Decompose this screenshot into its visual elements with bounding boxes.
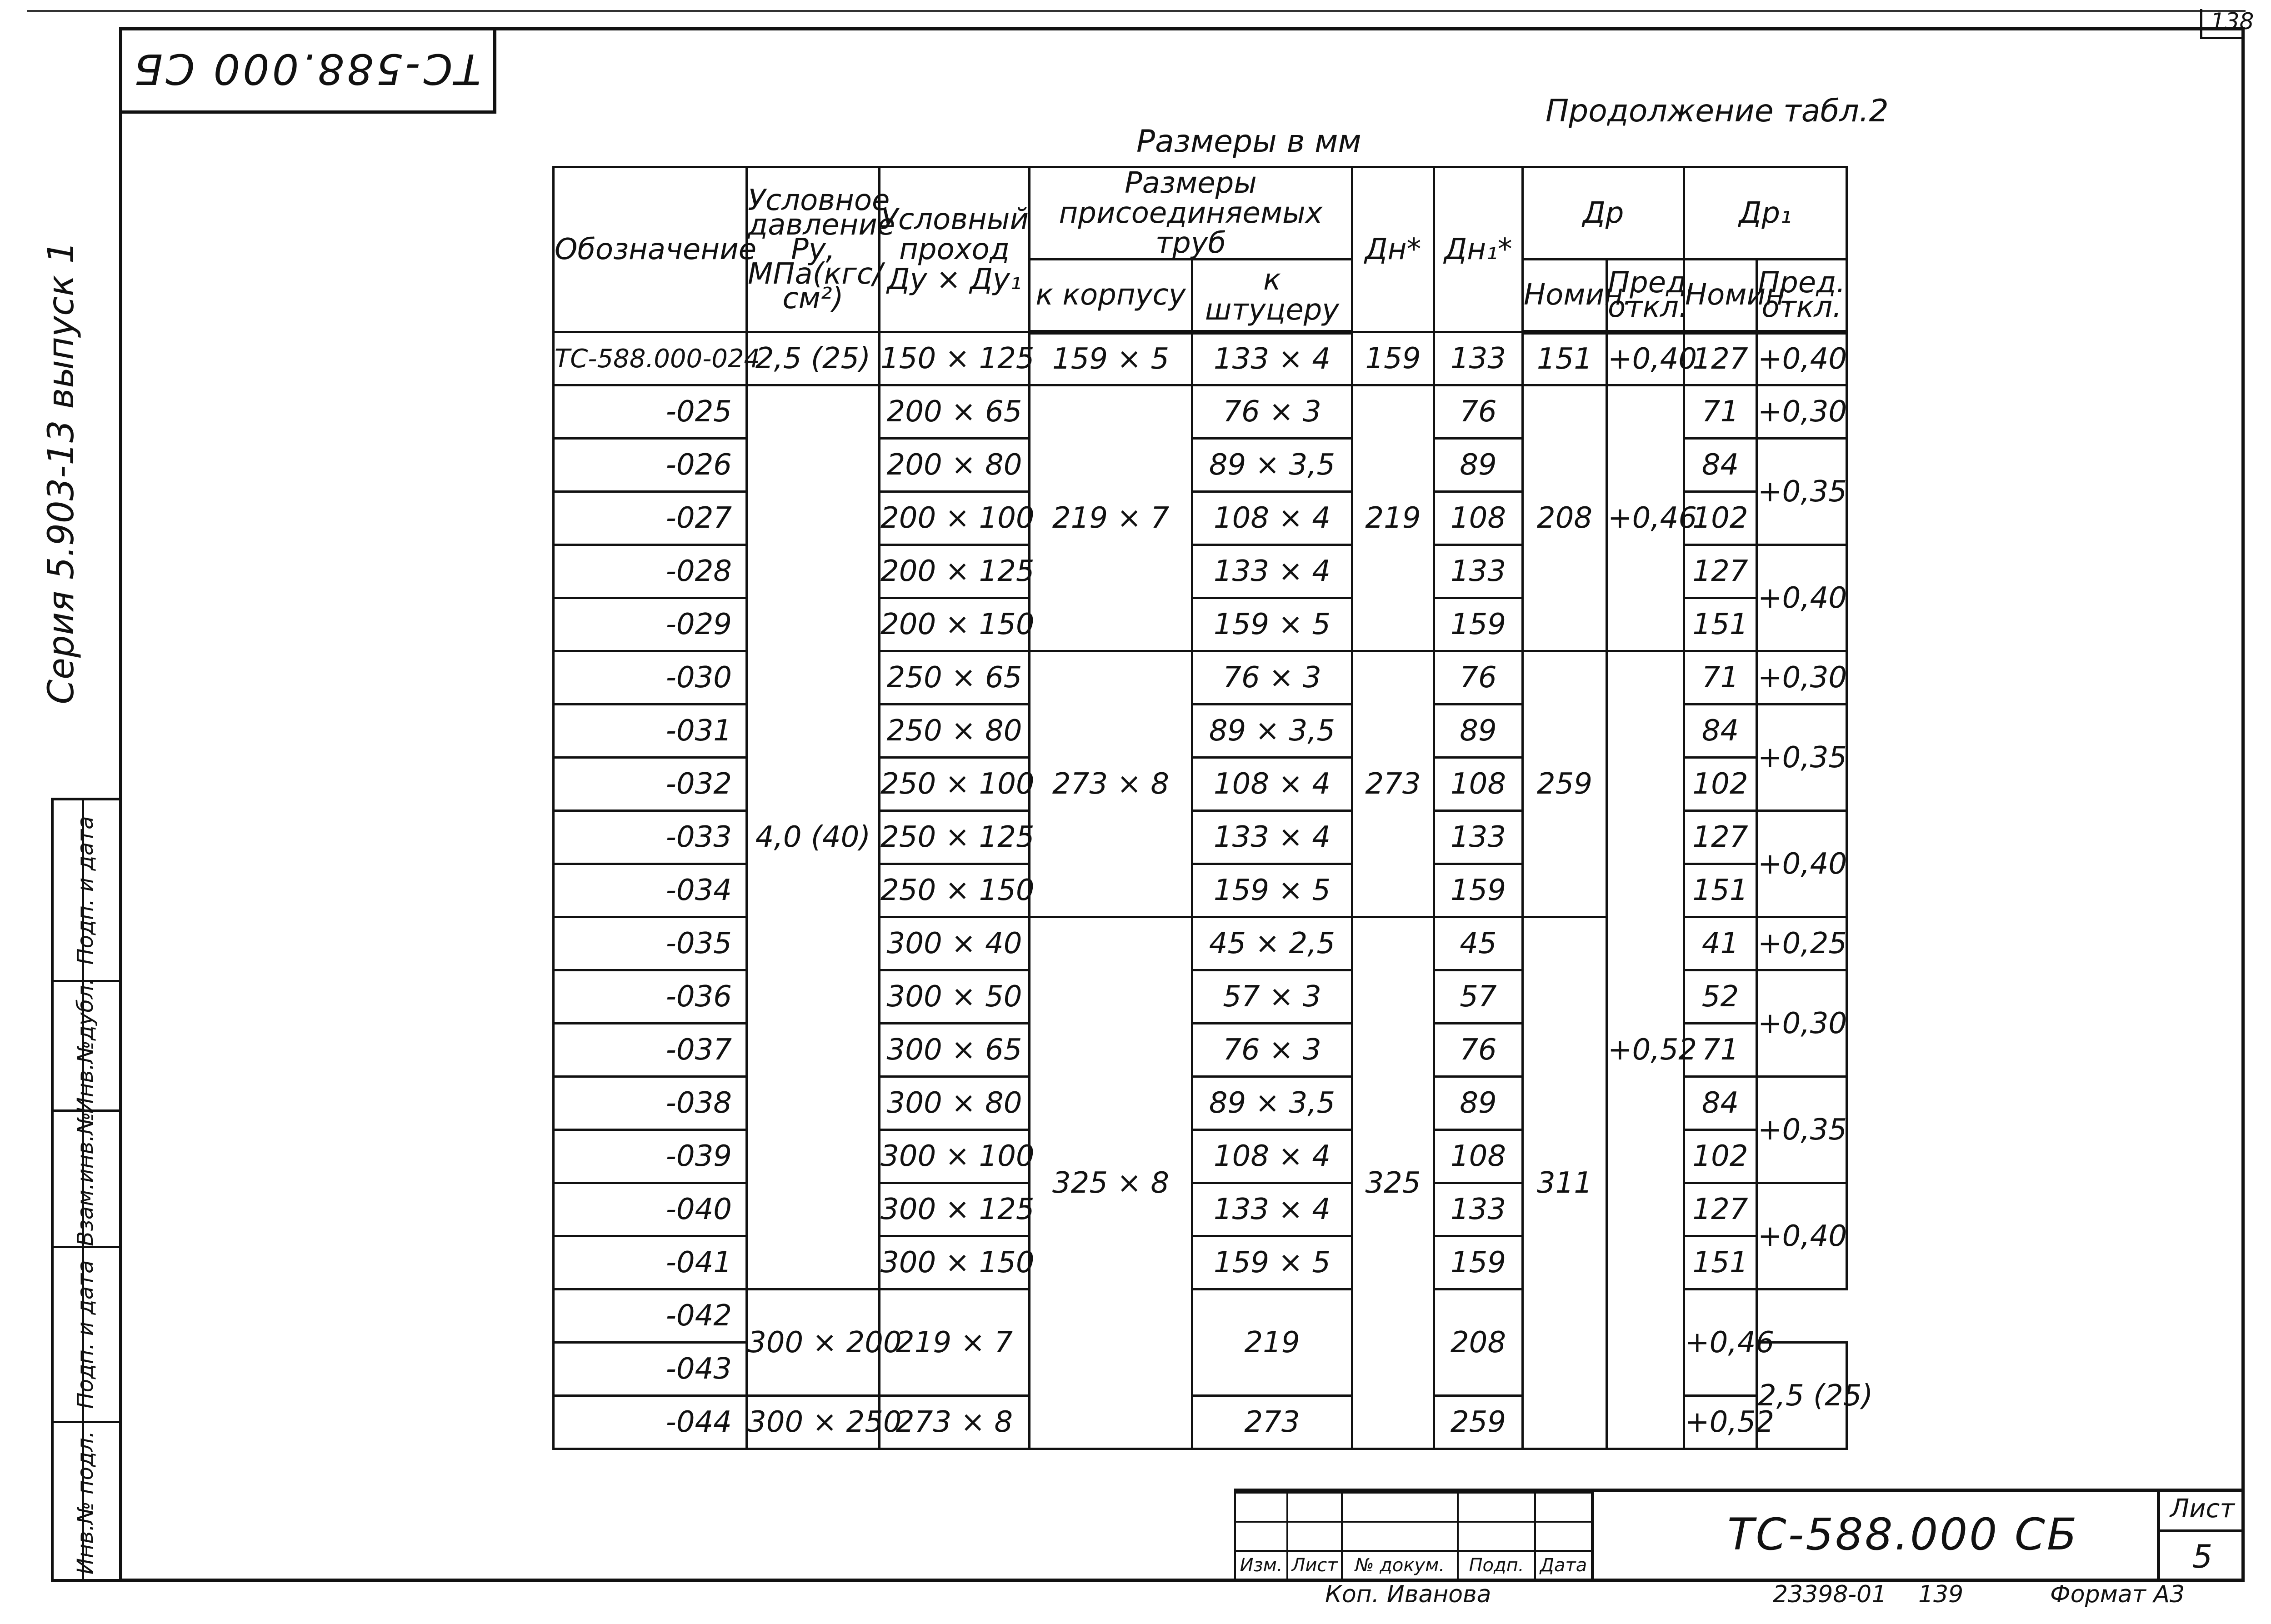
dp1-nominal-cell: 127 bbox=[1684, 545, 1757, 598]
designation-cell: -032 bbox=[554, 758, 747, 811]
dp1-tolerance-cell: +0,40 bbox=[1757, 811, 1847, 917]
to-fitting-cell: 133 × 4 bbox=[1192, 811, 1352, 864]
designation-cell: -026 bbox=[554, 439, 747, 492]
dp-nominal-cell: 151 bbox=[1523, 332, 1607, 385]
to-fitting-cell: 159 × 5 bbox=[1192, 598, 1352, 651]
designation-cell: -038 bbox=[554, 1077, 747, 1130]
passage-cell: 200 × 100 bbox=[880, 492, 1030, 545]
strip-cell bbox=[54, 1248, 119, 1423]
designation-cell: -037 bbox=[554, 1024, 747, 1077]
sheet-label: Лист bbox=[2160, 1489, 2245, 1532]
dp1-tolerance-cell: +0,46 bbox=[1684, 1289, 1757, 1396]
dn-cell: 273 bbox=[1352, 651, 1434, 917]
header-dp-nominal: Номин. bbox=[1523, 260, 1607, 332]
designation-cell: -027 bbox=[554, 492, 747, 545]
to-body-cell: 159 × 5 bbox=[1030, 332, 1192, 385]
passage-cell: 300 × 65 bbox=[880, 1024, 1030, 1077]
dn1-cell: 159 bbox=[1434, 864, 1523, 917]
sheet-box bbox=[2157, 1489, 2245, 1582]
dp1-tolerance-cell: +0,40 bbox=[1757, 332, 1847, 385]
designation-cell: -043 bbox=[554, 1343, 747, 1396]
dp1-tolerance-cell: +0,40 bbox=[1757, 1183, 1847, 1289]
to-fitting-cell: 159 × 5 bbox=[1192, 1236, 1352, 1289]
rev-label: Дата bbox=[1535, 1551, 1592, 1580]
dp1-nominal-cell: 151 bbox=[1684, 598, 1757, 651]
passage-cell: 250 × 100 bbox=[880, 758, 1030, 811]
dn1-cell: 76 bbox=[1434, 385, 1523, 439]
to-fitting-cell: 89 × 3,5 bbox=[1192, 705, 1352, 758]
corner-sheet-box bbox=[2200, 8, 2254, 39]
designation-cell: -029 bbox=[554, 598, 747, 651]
to-fitting-cell: 76 × 3 bbox=[1192, 651, 1352, 705]
header-to-fitting: к штуцеру bbox=[1192, 260, 1352, 332]
continuation-label: Продолжение табл.2 bbox=[1546, 93, 1889, 129]
dp-nominal-cell: 311 bbox=[1523, 917, 1607, 1449]
dp1-nominal-cell: 41 bbox=[1684, 917, 1757, 970]
strip-label: Инв.№ подл. bbox=[73, 1430, 98, 1574]
passage-cell: 300 × 100 bbox=[880, 1130, 1030, 1183]
dp1-tolerance-cell: +0,30 bbox=[1757, 651, 1847, 705]
passage-cell: 300 × 40 bbox=[880, 917, 1030, 970]
dn1-cell: 89 bbox=[1434, 439, 1523, 492]
dp1-tolerance-cell: +0,35 bbox=[1757, 1077, 1847, 1183]
dp1-nominal-cell: 259 bbox=[1434, 1396, 1523, 1449]
dp1-tolerance-cell: +0,30 bbox=[1757, 385, 1847, 439]
to-fitting-cell: 133 × 4 bbox=[1192, 332, 1352, 385]
dn1-cell: 89 bbox=[1434, 705, 1523, 758]
to-fitting-cell: 76 × 3 bbox=[1192, 1024, 1352, 1077]
passage-cell: 300 × 125 bbox=[880, 1183, 1030, 1236]
passage-cell: 300 × 200 bbox=[747, 1289, 880, 1396]
header-pressure: Условное давление Ру, МПа(кгс/см²) bbox=[747, 167, 880, 332]
dp1-nominal-cell: 84 bbox=[1684, 439, 1757, 492]
dp-tolerance-cell: +0,52 bbox=[1607, 651, 1684, 1449]
dp1-tolerance-cell: +0,35 bbox=[1757, 439, 1847, 545]
dn1-cell: 108 bbox=[1434, 1130, 1523, 1183]
archive-page: 139 bbox=[1918, 1581, 1964, 1608]
dn1-cell: 76 bbox=[1434, 1024, 1523, 1077]
header-passage: Условный проход Ду × Ду₁ bbox=[880, 167, 1030, 332]
header-to-body: к корпусу bbox=[1030, 260, 1192, 332]
to-body-cell: 219 × 7 bbox=[1030, 385, 1192, 651]
header-dp: Др bbox=[1523, 167, 1684, 260]
header-dp1-nominal: Номин. bbox=[1684, 260, 1757, 332]
to-fitting-cell: 108 × 4 bbox=[1192, 758, 1352, 811]
to-fitting-cell: 273 × 8 bbox=[880, 1396, 1030, 1449]
dp1-nominal-cell: 102 bbox=[1684, 492, 1757, 545]
strip-label: Инв.№дубл. bbox=[73, 978, 98, 1114]
to-fitting-cell: 219 × 7 bbox=[880, 1289, 1030, 1396]
dn1-cell: 108 bbox=[1434, 758, 1523, 811]
dp-tolerance-cell: +0,40 bbox=[1607, 332, 1684, 385]
rev-label: Подп. bbox=[1458, 1551, 1535, 1580]
header-dp-tolerance: Пред. откл. bbox=[1607, 260, 1684, 332]
passage-cell: 300 × 80 bbox=[880, 1077, 1030, 1130]
flipped-code: ТС-588.000 СБ bbox=[131, 45, 481, 93]
dp1-nominal-cell: 208 bbox=[1434, 1289, 1523, 1396]
dp1-nominal-cell: 127 bbox=[1684, 811, 1757, 864]
passage-cell: 200 × 150 bbox=[880, 598, 1030, 651]
table-row bbox=[554, 385, 1847, 439]
strip-label: Подп. и дата bbox=[73, 1260, 98, 1409]
strip-cell bbox=[54, 978, 119, 1114]
table-row bbox=[554, 332, 1847, 385]
dn1-cell: 219 bbox=[1192, 1289, 1352, 1396]
to-body-cell: 325 × 8 bbox=[1030, 917, 1192, 1449]
stamp-separator bbox=[1591, 1489, 1594, 1582]
strip-cell bbox=[54, 1423, 119, 1582]
dp1-tolerance-cell: +0,30 bbox=[1757, 970, 1847, 1077]
designation-cell: -039 bbox=[554, 1130, 747, 1183]
header-pipe-sizes: Размеры присоединяемых труб bbox=[1030, 167, 1352, 260]
passage-cell: 300 × 250 bbox=[747, 1396, 880, 1449]
top-border-line bbox=[27, 10, 2246, 12]
passage-cell: 200 × 80 bbox=[880, 439, 1030, 492]
to-fitting-cell: 89 × 3,5 bbox=[1192, 439, 1352, 492]
sheet-value: 5 bbox=[2192, 1538, 2213, 1575]
document-code: ТС-588.000 СБ bbox=[1727, 1509, 2079, 1560]
designation-cell: -034 bbox=[554, 864, 747, 917]
to-fitting-cell: 133 × 4 bbox=[1192, 1183, 1352, 1236]
designation-cell: ТС-588.000-024 bbox=[554, 332, 747, 385]
dp1-nominal-cell: 84 bbox=[1684, 1077, 1757, 1130]
designation-cell: -025 bbox=[554, 385, 747, 439]
dp1-nominal-cell: 102 bbox=[1684, 1130, 1757, 1183]
dp1-nominal-cell: 71 bbox=[1684, 1024, 1757, 1077]
dn1-cell: 45 bbox=[1434, 917, 1523, 970]
dp1-nominal-cell: 71 bbox=[1684, 385, 1757, 439]
dp1-nominal-cell: 127 bbox=[1684, 332, 1757, 385]
passage-cell: 200 × 125 bbox=[880, 545, 1030, 598]
designation-cell: -042 bbox=[554, 1289, 747, 1343]
strip-cell bbox=[54, 1112, 119, 1248]
designation-cell: -028 bbox=[554, 545, 747, 598]
flipped-code-box bbox=[119, 27, 496, 114]
to-fitting-cell: 108 × 4 bbox=[1192, 492, 1352, 545]
pressure-cell: 2,5 (25) bbox=[1757, 1343, 1847, 1449]
dp1-nominal-cell: 52 bbox=[1684, 970, 1757, 1024]
dn1-cell: 133 bbox=[1434, 332, 1523, 385]
dp1-tolerance-cell: +0,25 bbox=[1757, 917, 1847, 970]
dp1-tolerance-cell: +0,35 bbox=[1757, 705, 1847, 811]
units-note: Размеры в мм bbox=[1136, 124, 1361, 160]
passage-cell: 250 × 125 bbox=[880, 811, 1030, 864]
pressure-cell: 2,5 (25) bbox=[747, 332, 880, 385]
dn1-cell: 89 bbox=[1434, 1077, 1523, 1130]
passage-cell: 250 × 150 bbox=[880, 864, 1030, 917]
revision-grid bbox=[1234, 1492, 1593, 1581]
header-dn1: Дн₁* bbox=[1434, 167, 1523, 332]
dp1-tolerance-cell: +0,52 bbox=[1684, 1396, 1757, 1449]
dp1-nominal-cell: 127 bbox=[1684, 1183, 1757, 1236]
passage-cell: 200 × 65 bbox=[880, 385, 1030, 439]
dn1-cell: 133 bbox=[1434, 1183, 1523, 1236]
dn1-cell: 108 bbox=[1434, 492, 1523, 545]
dn1-cell: 133 bbox=[1434, 811, 1523, 864]
to-fitting-cell: 89 × 3,5 bbox=[1192, 1077, 1352, 1130]
header-dn: Дн* bbox=[1352, 167, 1434, 332]
to-fitting-cell: 108 × 4 bbox=[1192, 1130, 1352, 1183]
dp1-tolerance-cell: +0,40 bbox=[1757, 545, 1847, 651]
dimensions-table bbox=[552, 166, 1873, 1450]
designation-cell: -036 bbox=[554, 970, 747, 1024]
dn1-cell: 159 bbox=[1434, 1236, 1523, 1289]
dp1-nominal-cell: 102 bbox=[1684, 758, 1757, 811]
designation-cell: -041 bbox=[554, 1236, 747, 1289]
rev-label: Изм. bbox=[1235, 1551, 1287, 1580]
dn1-cell: 76 bbox=[1434, 651, 1523, 705]
designation-cell: -033 bbox=[554, 811, 747, 864]
passage-cell: 250 × 80 bbox=[880, 705, 1030, 758]
strip-label: Подп. и дата bbox=[73, 816, 98, 964]
to-fitting-cell: 57 × 3 bbox=[1192, 970, 1352, 1024]
dn1-cell: 159 bbox=[1434, 598, 1523, 651]
dn1-cell: 273 bbox=[1192, 1396, 1352, 1449]
dp1-nominal-cell: 71 bbox=[1684, 651, 1757, 705]
format-label: Формат А3 bbox=[2050, 1581, 2185, 1608]
pressure-cell: 4,0 (40) bbox=[747, 385, 880, 1289]
to-fitting-cell: 133 × 4 bbox=[1192, 545, 1352, 598]
header-designation: Обозначение bbox=[554, 167, 747, 332]
designation-cell: -044 bbox=[554, 1396, 747, 1449]
dp1-nominal-cell: 151 bbox=[1684, 1236, 1757, 1289]
copied-by: Коп. Иванова bbox=[1325, 1581, 1491, 1608]
passage-cell: 300 × 150 bbox=[880, 1236, 1030, 1289]
designation-cell: -031 bbox=[554, 705, 747, 758]
to-fitting-cell: 45 × 2,5 bbox=[1192, 917, 1352, 970]
dp-nominal-cell: 259 bbox=[1523, 651, 1607, 917]
dn-cell: 159 bbox=[1352, 332, 1434, 385]
dp-nominal-cell: 208 bbox=[1523, 385, 1607, 651]
dp1-nominal-cell: 151 bbox=[1684, 864, 1757, 917]
passage-cell: 250 × 65 bbox=[880, 651, 1030, 705]
strip-label: Взам.инв.№ bbox=[73, 1111, 98, 1246]
to-fitting-cell: 76 × 3 bbox=[1192, 385, 1352, 439]
corner-sheet-number: 138 bbox=[2211, 8, 2254, 35]
header-dp1-tolerance: Пред. откл. bbox=[1757, 260, 1847, 332]
dn1-cell: 133 bbox=[1434, 545, 1523, 598]
designation-cell: -040 bbox=[554, 1183, 747, 1236]
dn-cell: 219 bbox=[1352, 385, 1434, 651]
strip-cell bbox=[54, 800, 119, 982]
dn1-cell: 57 bbox=[1434, 970, 1523, 1024]
series-label: Серия 5.903-13 выпуск 1 bbox=[41, 241, 82, 705]
header-dp1: Др₁ bbox=[1684, 167, 1847, 260]
designation-cell: -035 bbox=[554, 917, 747, 970]
dp1-nominal-cell: 84 bbox=[1684, 705, 1757, 758]
passage-cell: 150 × 125 bbox=[880, 332, 1030, 385]
dp-tolerance-cell: +0,46 bbox=[1607, 385, 1684, 651]
side-strip bbox=[51, 798, 119, 1582]
rev-label: № докум. bbox=[1342, 1551, 1458, 1580]
to-fitting-cell: 159 × 5 bbox=[1192, 864, 1352, 917]
dn-cell: 325 bbox=[1352, 917, 1434, 1449]
passage-cell: 300 × 50 bbox=[880, 970, 1030, 1024]
to-body-cell: 273 × 8 bbox=[1030, 651, 1192, 917]
designation-cell: -030 bbox=[554, 651, 747, 705]
rev-label: Лист bbox=[1287, 1551, 1342, 1580]
archive-number: 23398-01 bbox=[1773, 1581, 1887, 1608]
